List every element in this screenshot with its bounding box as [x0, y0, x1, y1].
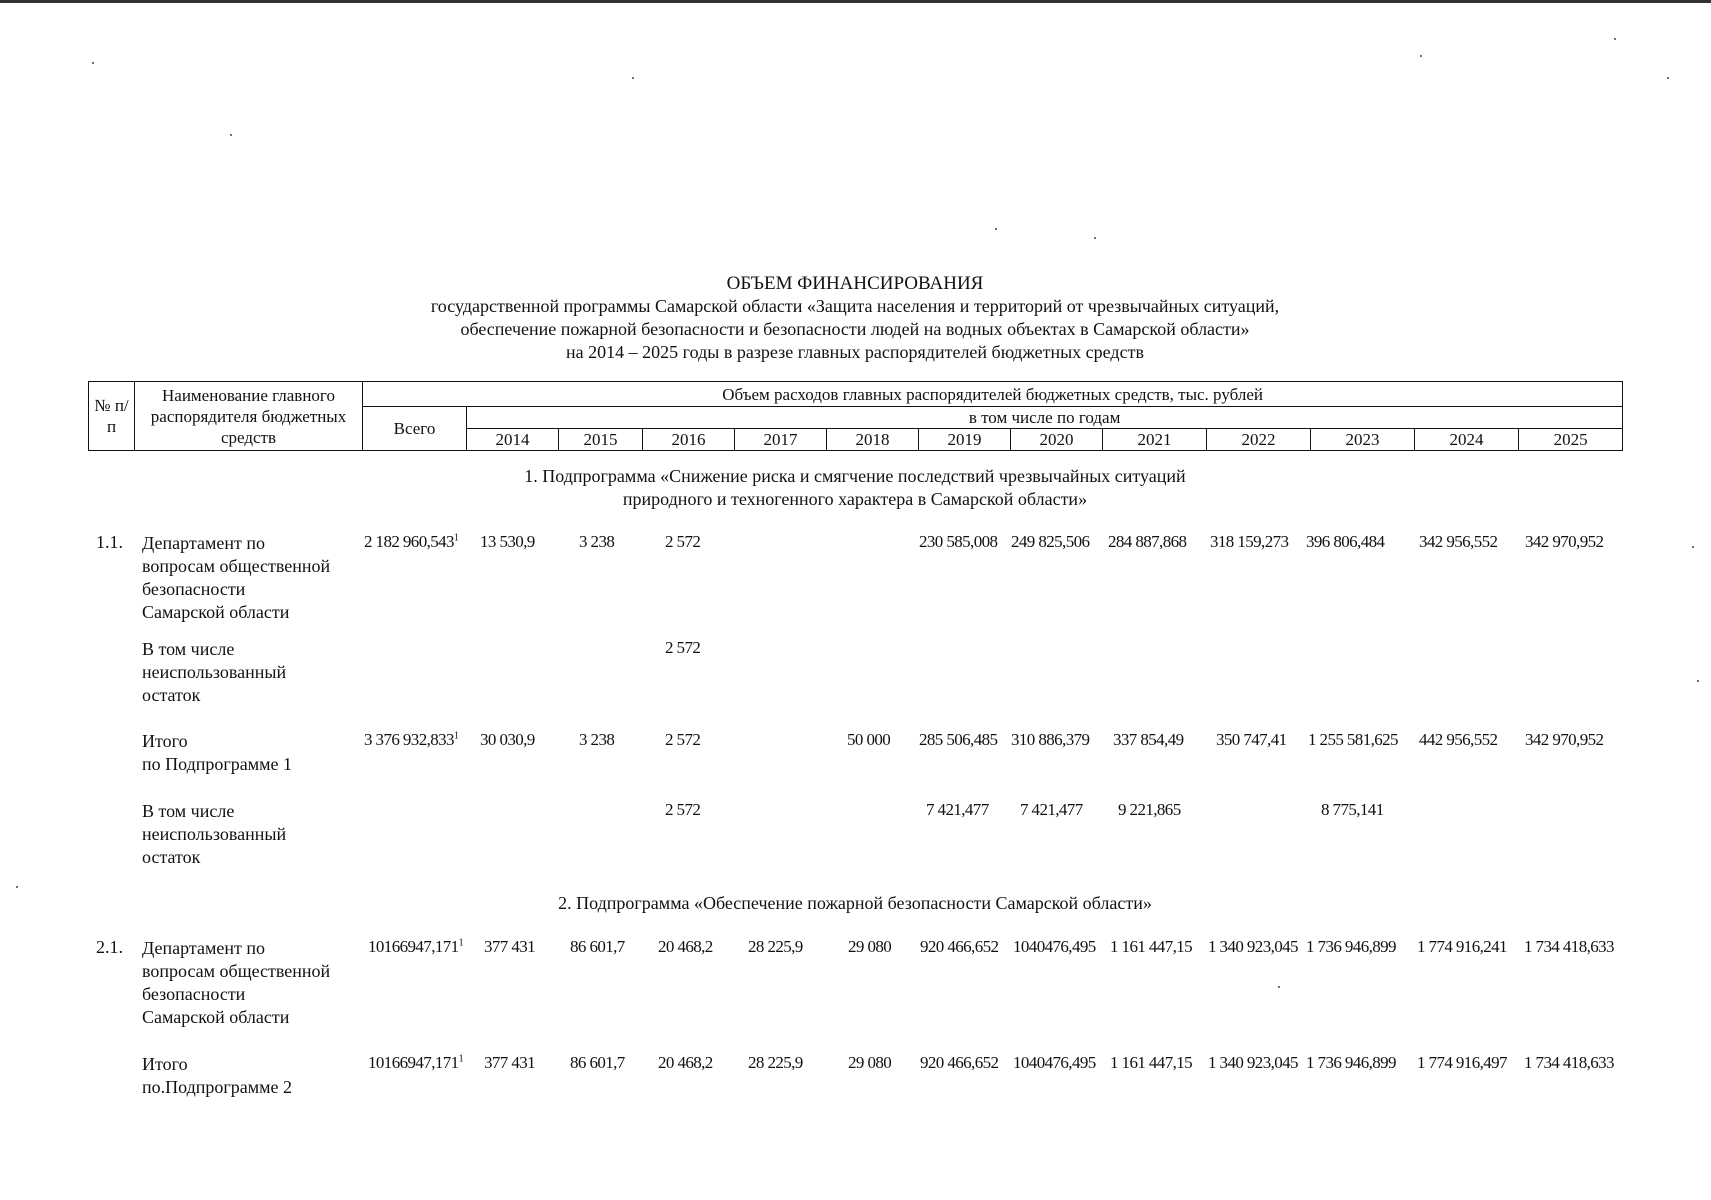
scan-speck: [16, 886, 18, 888]
cell-2023: 8 775,141: [1321, 800, 1384, 819]
cell-2014: 13 530,9: [480, 532, 535, 551]
section-2-title: [300, 892, 1410, 915]
col-year: 2014: [467, 429, 559, 451]
col-year: 2017: [735, 429, 827, 451]
scan-speck: [1692, 546, 1694, 548]
cell-2016: 2 572: [665, 800, 701, 819]
cell-total: 3 376 932,833$^1$: [364, 730, 459, 749]
cell-2019: 7 421,477: [926, 800, 989, 819]
scan-speck: [230, 134, 232, 136]
label-line: неиспользованный: [142, 824, 287, 844]
cell-2024: 442 956,552: [1419, 730, 1498, 749]
scan-speck: [1667, 77, 1669, 79]
row-label: [142, 937, 357, 1029]
cell-2016: 20 468,2: [658, 937, 713, 956]
row-label: [142, 532, 357, 624]
col-year: 2018: [827, 429, 919, 451]
cell-total: 2 182 960,543$^1$: [364, 532, 459, 551]
cell-2014: 377 431: [484, 937, 536, 956]
heading-line-3: на 2014 – 2025 годы в разрезе главных распорядителей бюджетных средств: [566, 342, 1144, 362]
label-line: безопасности: [142, 984, 246, 1004]
cell-2022: 350 747,41: [1216, 730, 1287, 749]
row-index: 1.1.: [96, 532, 123, 552]
label-line: по.Подпрограмме 2: [142, 1077, 293, 1097]
cell-2016: 2 572: [665, 638, 701, 657]
footnote-mark: 1: [453, 730, 459, 742]
cell-2018: 50 000: [847, 730, 891, 749]
label-line: вопросам общественной: [142, 961, 331, 981]
cell-2021: 1 161 447,15: [1110, 1053, 1193, 1072]
heading-line-1: государственной программы Самарской области «Защита населения и территорий от чрезвычайных ситуаций,: [430, 296, 1280, 316]
heading-title: ОБЪЕМ ФИНАНСИРОВАНИЯ: [726, 273, 984, 294]
cell-2023: 1 736 946,899: [1306, 937, 1396, 956]
appendix-date-line: [1611, 84, 1711, 114]
cell-total: 10166947,171$^1$: [368, 937, 463, 956]
label-line: В том числе: [142, 801, 235, 821]
cell-2019: 230 585,008: [919, 532, 998, 551]
cell-2018: 29 080: [848, 937, 892, 956]
table-row: [0, 1053, 1711, 1097]
cell-2025: 1 734 418,633: [1524, 1053, 1614, 1072]
cell-2021: 337 854,49: [1113, 730, 1184, 749]
cell-2017: 28 225,9: [748, 1053, 803, 1072]
cell-2024: 342 956,552: [1419, 532, 1498, 551]
cell-total: 10166947,171$^1$: [368, 1053, 463, 1072]
label-line: безопасности: [142, 579, 246, 599]
section-title-line: 2. Подпрограмма «Обеспечение пожарной безопасности Самарской области»: [558, 893, 1152, 913]
table-row: [0, 638, 1711, 705]
row-index: 2.1.: [96, 937, 123, 957]
cell-2023: 1 255 581,625: [1308, 730, 1398, 749]
scan-speck: [1094, 237, 1096, 239]
cell-2023: 1 736 946,899: [1306, 1053, 1396, 1072]
cell-2018: 29 080: [848, 1053, 892, 1072]
scan-speck: [1420, 55, 1422, 57]
col-by-years: в том числе по годам: [467, 407, 1623, 429]
cell-2024: 1 774 916,497: [1417, 1053, 1507, 1072]
table-row: [0, 730, 1711, 774]
label-line: остаток: [142, 685, 201, 705]
footnote-mark: 1: [453, 532, 459, 544]
cell-2023: 396 806,484: [1306, 532, 1385, 551]
cell-2024: 1 774 916,241: [1417, 937, 1507, 956]
cell-2015: 3 238: [579, 730, 615, 749]
label-line: Самарской области: [142, 1007, 290, 1027]
cell-2015: 86 601,7: [570, 937, 625, 956]
cell-2025: 1 734 418,633: [1524, 937, 1614, 956]
cell-2020: 249 825,506: [1011, 532, 1090, 551]
cell-2019: 285 506,485: [919, 730, 998, 749]
label-line: неиспользованный: [142, 662, 287, 682]
row-label: [142, 638, 357, 707]
cell-2020: 7 421,477: [1020, 800, 1083, 819]
label-line: остаток: [142, 847, 201, 867]
cell-2016: 2 572: [665, 730, 701, 749]
col-year: 2016: [643, 429, 735, 451]
cell-2019: 920 466,652: [920, 937, 999, 956]
cell-2021: 9 221,865: [1118, 800, 1181, 819]
section-title-line: 1. Подпрограмма «Снижение риска и смягчение последствий чрезвычайных ситуаций: [524, 466, 1186, 486]
col-total: Всего: [363, 407, 467, 451]
table-row: [0, 937, 1711, 1027]
document-heading: [300, 272, 1410, 364]
col-no: № п/п: [89, 382, 135, 451]
row-label: [142, 1053, 357, 1099]
cell-2014: 30 030,9: [480, 730, 535, 749]
cell-2016: 2 572: [665, 532, 701, 551]
cell-2016: 20 468,2: [658, 1053, 713, 1072]
label-line: Департамент по: [142, 938, 265, 958]
col-year: 2023: [1311, 429, 1415, 451]
col-volume: Объем расходов главных распорядителей бюджетных средств, тыс. рублей: [363, 382, 1623, 407]
cell-2015: 86 601,7: [570, 1053, 625, 1072]
scan-speck: [92, 62, 94, 64]
col-year: 2022: [1207, 429, 1311, 451]
table-row: [0, 800, 1711, 867]
cell-2019: 920 466,652: [920, 1053, 999, 1072]
cell-2022: 1 340 923,045: [1208, 1053, 1298, 1072]
label-line: Самарской области: [142, 602, 290, 622]
col-year: 2024: [1415, 429, 1519, 451]
label-line: по Подпрограмме 1: [142, 754, 293, 774]
footnote-mark: 1: [458, 1053, 463, 1065]
label-line: Департамент по: [142, 533, 265, 553]
section-1-title: [300, 465, 1410, 511]
scan-speck: [1614, 38, 1616, 40]
col-year: 2020: [1011, 429, 1103, 451]
scan-speck: [1278, 986, 1280, 988]
cell-2014: 377 431: [484, 1053, 536, 1072]
scan-edge: [0, 0, 1711, 3]
cell-2025: 342 970,952: [1525, 730, 1604, 749]
label-line: В том числе: [142, 639, 235, 659]
col-year: 2015: [559, 429, 643, 451]
cell-2025: 342 970,952: [1525, 532, 1604, 551]
label-line: Итого: [142, 731, 188, 751]
col-year: 2021: [1103, 429, 1207, 451]
row-label: [142, 800, 357, 869]
row-label: [142, 730, 357, 776]
section-title-line: природного и техногенного характера в Самарской области»: [622, 489, 1088, 509]
col-year: 2025: [1519, 429, 1623, 451]
cell-2017: 28 225,9: [748, 937, 803, 956]
scan-speck: [632, 77, 634, 79]
col-year: 2019: [919, 429, 1011, 451]
cell-2020: 1040476,495: [1013, 1053, 1096, 1072]
scan-speck: [995, 228, 997, 230]
cell-2020: 1040476,495: [1013, 937, 1096, 956]
cell-2021: 1 161 447,15: [1110, 937, 1193, 956]
financing-table-header: [88, 381, 1623, 451]
cell-2020: 310 886,379: [1011, 730, 1090, 749]
footnote-mark: 1: [458, 937, 463, 949]
label-line: вопросам общественной: [142, 556, 331, 576]
table-row: [0, 532, 1711, 622]
heading-line-2: обеспечение пожарной безопасности и безопасности людей на водных объектах в Самарской области»: [460, 319, 1250, 339]
cell-2022: 1 340 923,045: [1208, 937, 1298, 956]
col-name: Наименование главного распорядителя бюджетных средств: [135, 382, 363, 451]
label-line: Итого: [142, 1054, 188, 1074]
scan-speck: [1697, 680, 1699, 682]
cell-2021: 284 887,868: [1108, 532, 1187, 551]
cell-2015: 3 238: [579, 532, 615, 551]
cell-2022: 318 159,273: [1210, 532, 1289, 551]
